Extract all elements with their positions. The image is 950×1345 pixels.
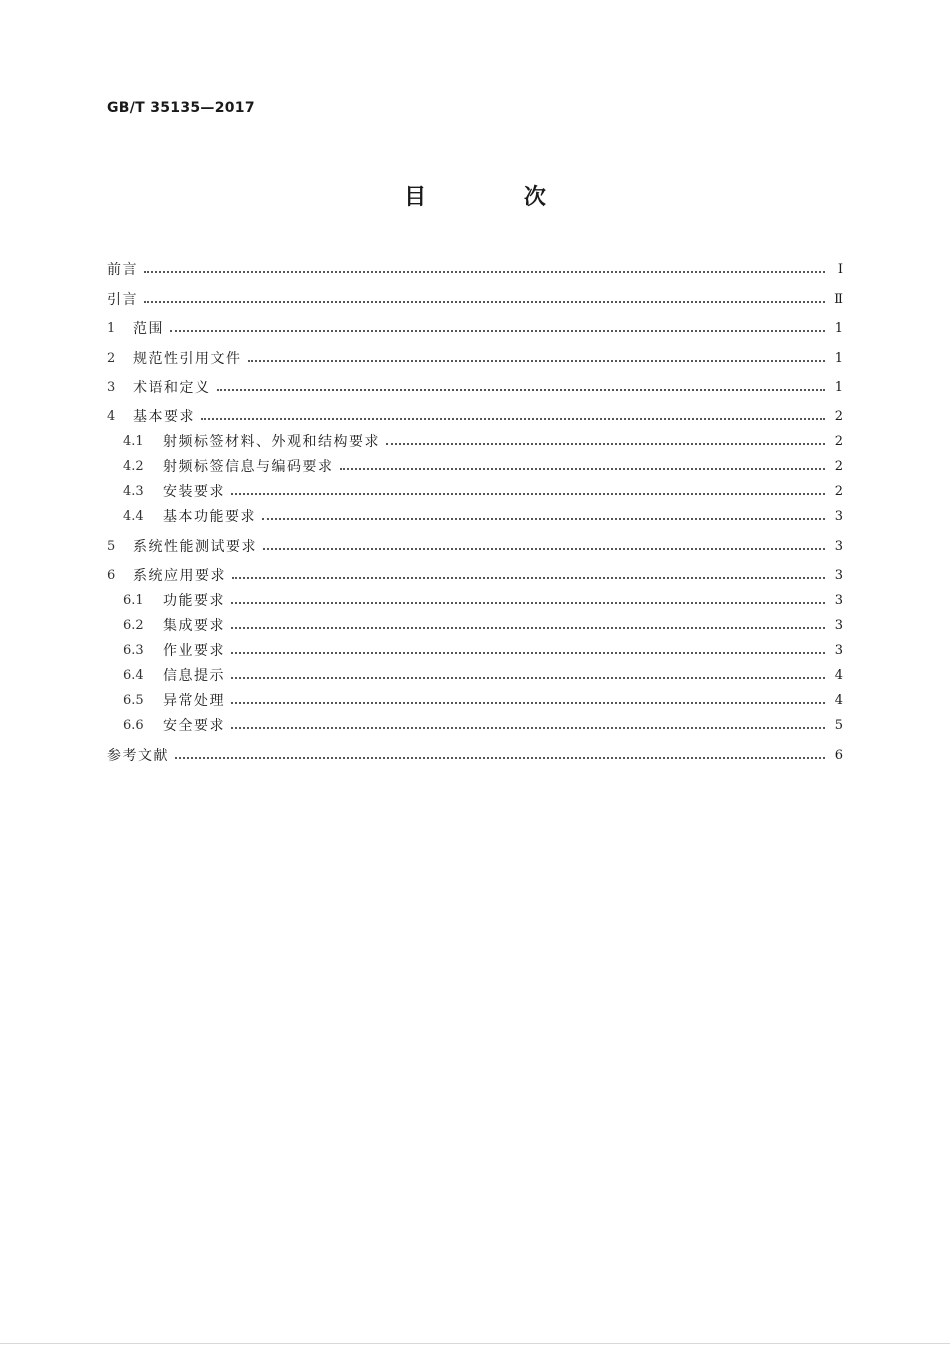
toc-entry-page: Ⅱ — [834, 292, 843, 307]
toc-entry-bibliography[interactable] — [107, 745, 843, 767]
toc-leader-dots — [201, 418, 825, 420]
toc-entry-number: 6.4 — [123, 668, 144, 683]
toc-leader-dots — [340, 468, 826, 470]
toc-entry-6-2[interactable] — [123, 615, 843, 637]
toc-entry-4-2[interactable] — [123, 456, 843, 478]
toc-entry-page: 2 — [834, 409, 843, 424]
toc-leader-dots — [175, 757, 825, 759]
toc-entry-text: 异常处理 — [163, 693, 225, 709]
toc-entry-6-5[interactable] — [123, 690, 843, 712]
toc-entry-page: 2 — [834, 434, 843, 449]
toc-leader-dots — [386, 443, 825, 445]
toc-leader-dots — [231, 677, 825, 679]
toc-entry-page: 3 — [834, 568, 843, 583]
toc-entry-text: 作业要求 — [163, 643, 225, 659]
toc-entry-page: 1 — [834, 321, 843, 336]
toc-entry-text: 术语和定义 — [133, 380, 211, 396]
toc-entry-text: 安全要求 — [163, 718, 225, 734]
toc-entry-6[interactable] — [107, 565, 843, 587]
toc-entry-text: 规范性引用文件 — [133, 351, 242, 367]
toc-entry-page: 3 — [834, 643, 843, 658]
toc-entry-text: 信息提示 — [163, 668, 225, 684]
toc-entry-text: 引言 — [107, 292, 138, 308]
toc-entry-5[interactable] — [107, 536, 843, 558]
toc-entry-number: 6.3 — [123, 643, 144, 658]
toc-entry-text: 系统性能测试要求 — [133, 539, 257, 555]
toc-entry-6-1[interactable] — [123, 590, 843, 612]
toc-entry-number: 4.3 — [123, 484, 144, 499]
toc-entry-number: 3 — [107, 380, 116, 395]
toc-entry-4-1[interactable] — [123, 431, 843, 453]
toc-entry-page: 2 — [834, 459, 843, 474]
toc-entry-text: 参考文献 — [107, 748, 169, 764]
standard-number: GB/T 35135—2017 — [107, 100, 255, 116]
toc-leader-dots — [263, 548, 825, 550]
toc-entry-text: 集成要求 — [163, 618, 225, 634]
toc-leader-dots — [170, 330, 825, 332]
toc-entry-number: 6 — [107, 568, 116, 583]
toc-entry-page: 6 — [834, 748, 843, 763]
toc-entry-4-3[interactable] — [123, 481, 843, 503]
toc-entry-number: 1 — [107, 321, 116, 336]
toc-leader-dots — [262, 518, 825, 520]
toc-entry-text: 基本要求 — [133, 409, 195, 425]
toc-entry-number: 4.4 — [123, 509, 144, 524]
toc-entry-2[interactable] — [107, 348, 843, 370]
toc-entry-page: 1 — [834, 380, 843, 395]
toc-entry-page: Ⅰ — [837, 262, 843, 277]
toc-leader-dots — [144, 301, 825, 303]
toc-entry-number: 6.2 — [123, 618, 144, 633]
page-bottom-edge — [0, 1343, 950, 1344]
toc-entry-text: 基本功能要求 — [163, 509, 256, 525]
toc-entry-page: 3 — [834, 509, 843, 524]
toc-entry-number: 2 — [107, 351, 116, 366]
toc-leader-dots — [217, 389, 826, 391]
toc-entry-number: 6.1 — [123, 593, 144, 608]
toc-entry-1[interactable] — [107, 318, 843, 340]
toc-entry-page: 3 — [834, 618, 843, 633]
toc-entry-number: 4 — [107, 409, 116, 424]
toc-entry-text: 前言 — [107, 262, 138, 278]
toc-entry-4[interactable] — [107, 406, 843, 428]
toc-leader-dots — [144, 271, 825, 273]
toc-leader-dots — [231, 727, 825, 729]
toc-entry-4-4[interactable] — [123, 506, 843, 528]
toc-entry-text: 射频标签信息与编码要求 — [163, 459, 334, 475]
toc-entry-text: 系统应用要求 — [133, 568, 226, 584]
toc-entry-page: 4 — [834, 693, 843, 708]
toc-entry-number: 4.1 — [123, 434, 144, 449]
toc-entry-page: 4 — [834, 668, 843, 683]
toc-entry-page: 3 — [834, 593, 843, 608]
toc-leader-dots — [248, 360, 826, 362]
toc-entry-number: 5 — [107, 539, 116, 554]
toc-leader-dots — [232, 577, 825, 579]
toc-entry-foreword[interactable] — [107, 259, 843, 281]
toc-title: 目 次 — [404, 185, 591, 210]
toc-entry-3[interactable] — [107, 377, 843, 399]
toc-leader-dots — [231, 702, 825, 704]
toc-entry-number: 6.5 — [123, 693, 144, 708]
toc-leader-dots — [231, 627, 825, 629]
toc-entry-text: 射频标签材料、外观和结构要求 — [163, 434, 380, 450]
toc-entry-page: 2 — [834, 484, 843, 499]
toc-entry-text: 安装要求 — [163, 484, 225, 500]
toc-leader-dots — [231, 602, 825, 604]
toc-entry-6-6[interactable] — [123, 715, 843, 737]
toc-entry-page: 3 — [834, 539, 843, 554]
toc-entry-6-3[interactable] — [123, 640, 843, 662]
toc-entry-page: 5 — [834, 718, 843, 733]
toc-entry-number: 6.6 — [123, 718, 144, 733]
toc-entry-6-4[interactable] — [123, 665, 843, 687]
toc-entry-page: 1 — [834, 351, 843, 366]
toc-entry-text: 范围 — [133, 321, 164, 337]
toc-leader-dots — [231, 652, 825, 654]
toc-leader-dots — [231, 493, 825, 495]
toc-entry-number: 4.2 — [123, 459, 144, 474]
toc-entry-text: 功能要求 — [163, 593, 225, 609]
toc-entry-introduction[interactable] — [107, 289, 843, 311]
